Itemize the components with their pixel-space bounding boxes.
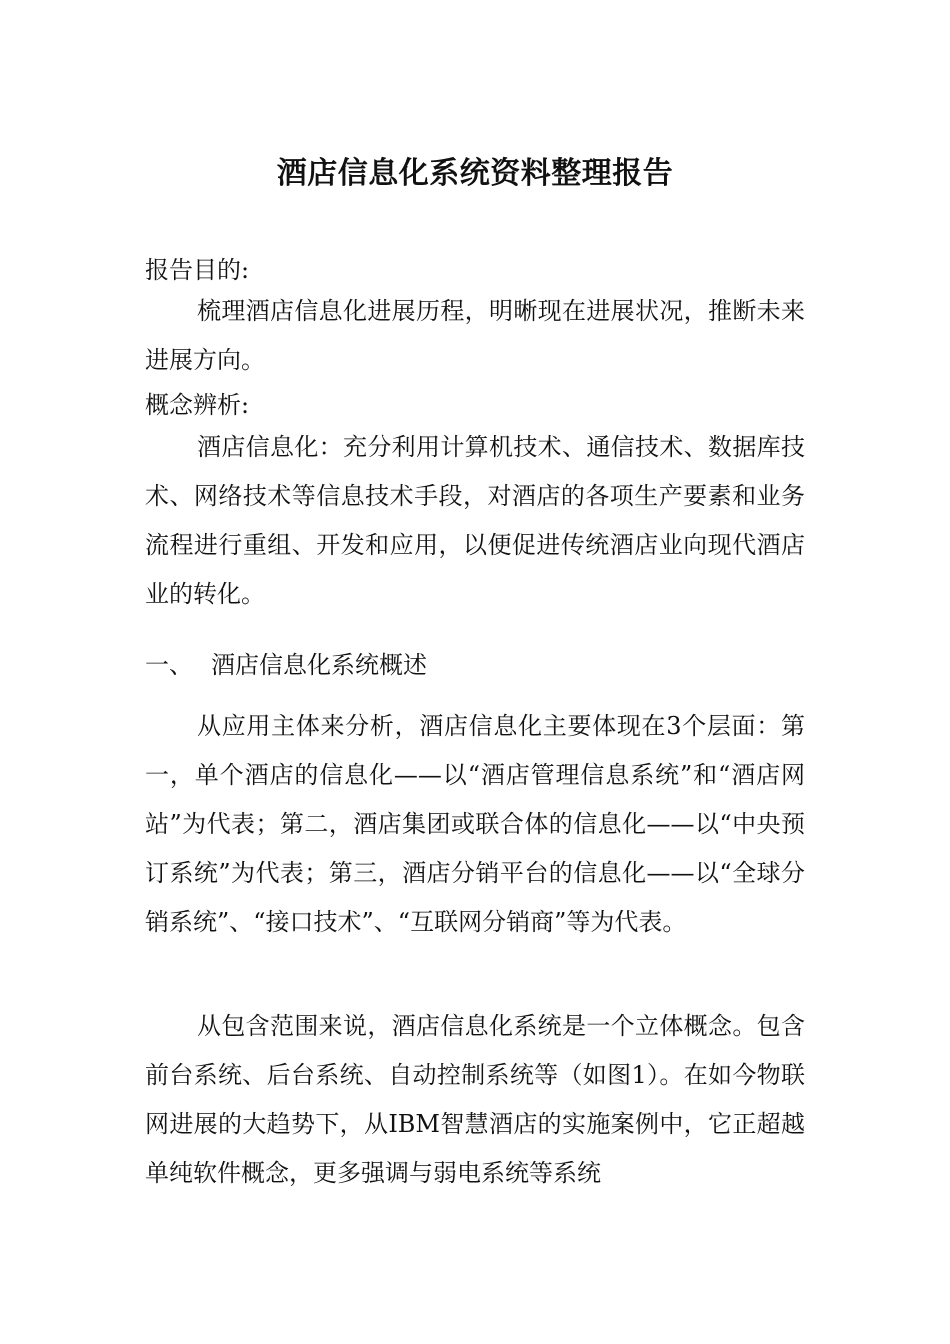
concept-paragraph: 酒店信息化：充分利用计算机技术、通信技术、数据库技术、网络技术等信息技术手段，对酒店的各项生产要素和业务流程进行重组、开发和应用，以便促进传统酒店业向现代酒店业的转化。 bbox=[145, 433, 805, 608]
document-title: 酒店信息化系统资料整理报告 bbox=[276, 156, 674, 191]
paragraph-application-levels: 从应用主体来分析，酒店信息化主要体现在3个层面：第一，单个酒店的信息化——以“酒店管理信息系统”和“酒店网站”为代表；第二，酒店集团或联合体的信息化——以“中央预订系统”为代表；第三，酒店分销平台的信息化——以“全球分销系统”、“接口技术”、“互联网分销商”等为代表。 bbox=[145, 712, 805, 936]
section-title: 酒店信息化系统概述 bbox=[211, 651, 427, 679]
paragraph-system-scope: 从包含范围来说，酒店信息化系统是一个立体概念。包含前台系统、后台系统、自动控制系统等（如图1）。在如今物联网进展的大趋势下，从IBM智慧酒店的实施案例中，它正超越单纯软件概念，更多强调与弱电系统等系统 bbox=[145, 1012, 805, 1187]
concept-label: 概念辨析: bbox=[145, 391, 250, 419]
purpose-label: 报告目的: bbox=[145, 256, 250, 284]
purpose-paragraph: 梳理酒店信息化进展历程，明晰现在进展状况，推断未来进展方向。 bbox=[145, 297, 805, 374]
section-number: 一、 bbox=[145, 651, 193, 679]
section-heading bbox=[145, 645, 427, 685]
